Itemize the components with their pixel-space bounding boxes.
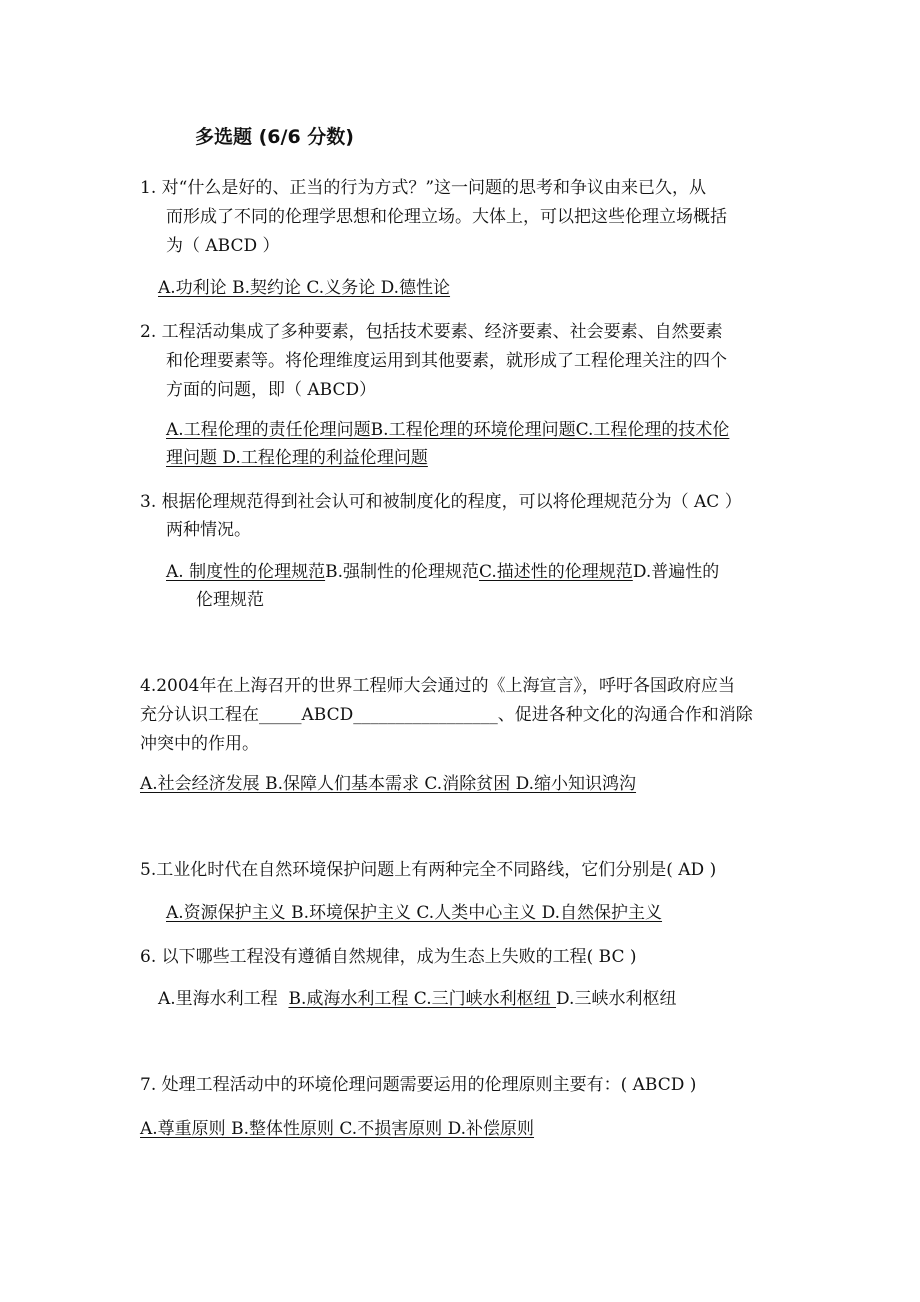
question-4-line-3: 冲突中的作用。 — [140, 734, 259, 754]
question-1-line-1: 1. 对“什么是好的、正当的行为方式？”这一问题的思考和争议由来已久，从 — [140, 178, 707, 198]
option-c: C.描述性的伦理规范 — [479, 562, 633, 582]
question-7-line-1: 7. 处理工程活动中的环境伦理问题需要运用的伦理原则主要有：( ABCD ) — [140, 1075, 697, 1095]
question-1-line-3: 为（ ABCD ） — [166, 236, 280, 256]
option-d: D.三峡水利枢纽 — [556, 989, 677, 1009]
question-3-line-2: 两种情况。 — [166, 520, 251, 540]
option-d: D.普遍性的 — [632, 562, 720, 582]
question-4-line-1: 4.2004年在上海召开的世界工程师大会通过的《上海宣言》，呼吁各国政府应当 — [140, 676, 735, 696]
question-1-options: A.功利论 B.契约论 C.义务论 D.德性论 — [158, 278, 451, 298]
question-2-options-line-2: 理问题 D.工程伦理的利益伦理问题 — [166, 448, 428, 468]
question-5-options: A.资源保护主义 B.环境保护主义 C.人类中心主义 D.自然保护主义 — [166, 903, 663, 923]
question-4-line-2: 充分认识工程在_____ABCD_________________、促进各种文化的沟通合作和消除 — [140, 705, 753, 725]
option-b: B.强制性的伦理规范 — [325, 562, 479, 582]
question-4-options: A.社会经济发展 B.保障人们基本需求 C.消除贫困 D.缩小知识鸿沟 — [140, 774, 637, 794]
question-1-line-2: 而形成了不同的伦理学思想和伦理立场。大体上，可以把这些伦理立场概括 — [166, 207, 727, 227]
question-2-line-2: 和伦理要素等。将伦理维度运用到其他要素，就形成了工程伦理关注的四个 — [166, 351, 727, 371]
question-3-options-line-1 — [166, 558, 719, 587]
question-3-line-1: 3. 根据伦理规范得到社会认可和被制度化的程度，可以将伦理规范分为（ AC ） — [140, 492, 742, 512]
question-3-options-line-2: 伦理规范 — [196, 590, 264, 610]
question-6-line-1: 6. 以下哪些工程没有遵循自然规律，成为生态上失败的工程( BC ) — [140, 947, 637, 967]
question-2-options-line-1: A.工程伦理的责任伦理问题B.工程伦理的环境伦理问题C.工程伦理的技术伦 — [166, 420, 730, 440]
question-6-options — [158, 985, 676, 1014]
question-5-line-1: 5.工业化时代在自然环境保护问题上有两种完全不同路线，它们分别是( AD ) — [140, 860, 717, 880]
question-7-options: A.尊重原则 B.整体性原则 C.不损害原则 D.补偿原则 — [140, 1119, 535, 1139]
question-2-line-1: 2. 工程活动集成了多种要素，包括技术要素、经济要素、社会要素、自然要素 — [140, 322, 723, 342]
page-title: 多选题 (6/6 分数) — [195, 126, 354, 148]
question-2-line-3: 方面的问题，即（ ABCD） — [166, 380, 377, 400]
option-a: A. 制度性的伦理规范 — [166, 562, 326, 582]
option-a: A.里海水利工程 — [158, 989, 278, 1009]
option-b-c: B.咸海水利工程 C.三门峡水利枢纽 — [288, 989, 557, 1009]
